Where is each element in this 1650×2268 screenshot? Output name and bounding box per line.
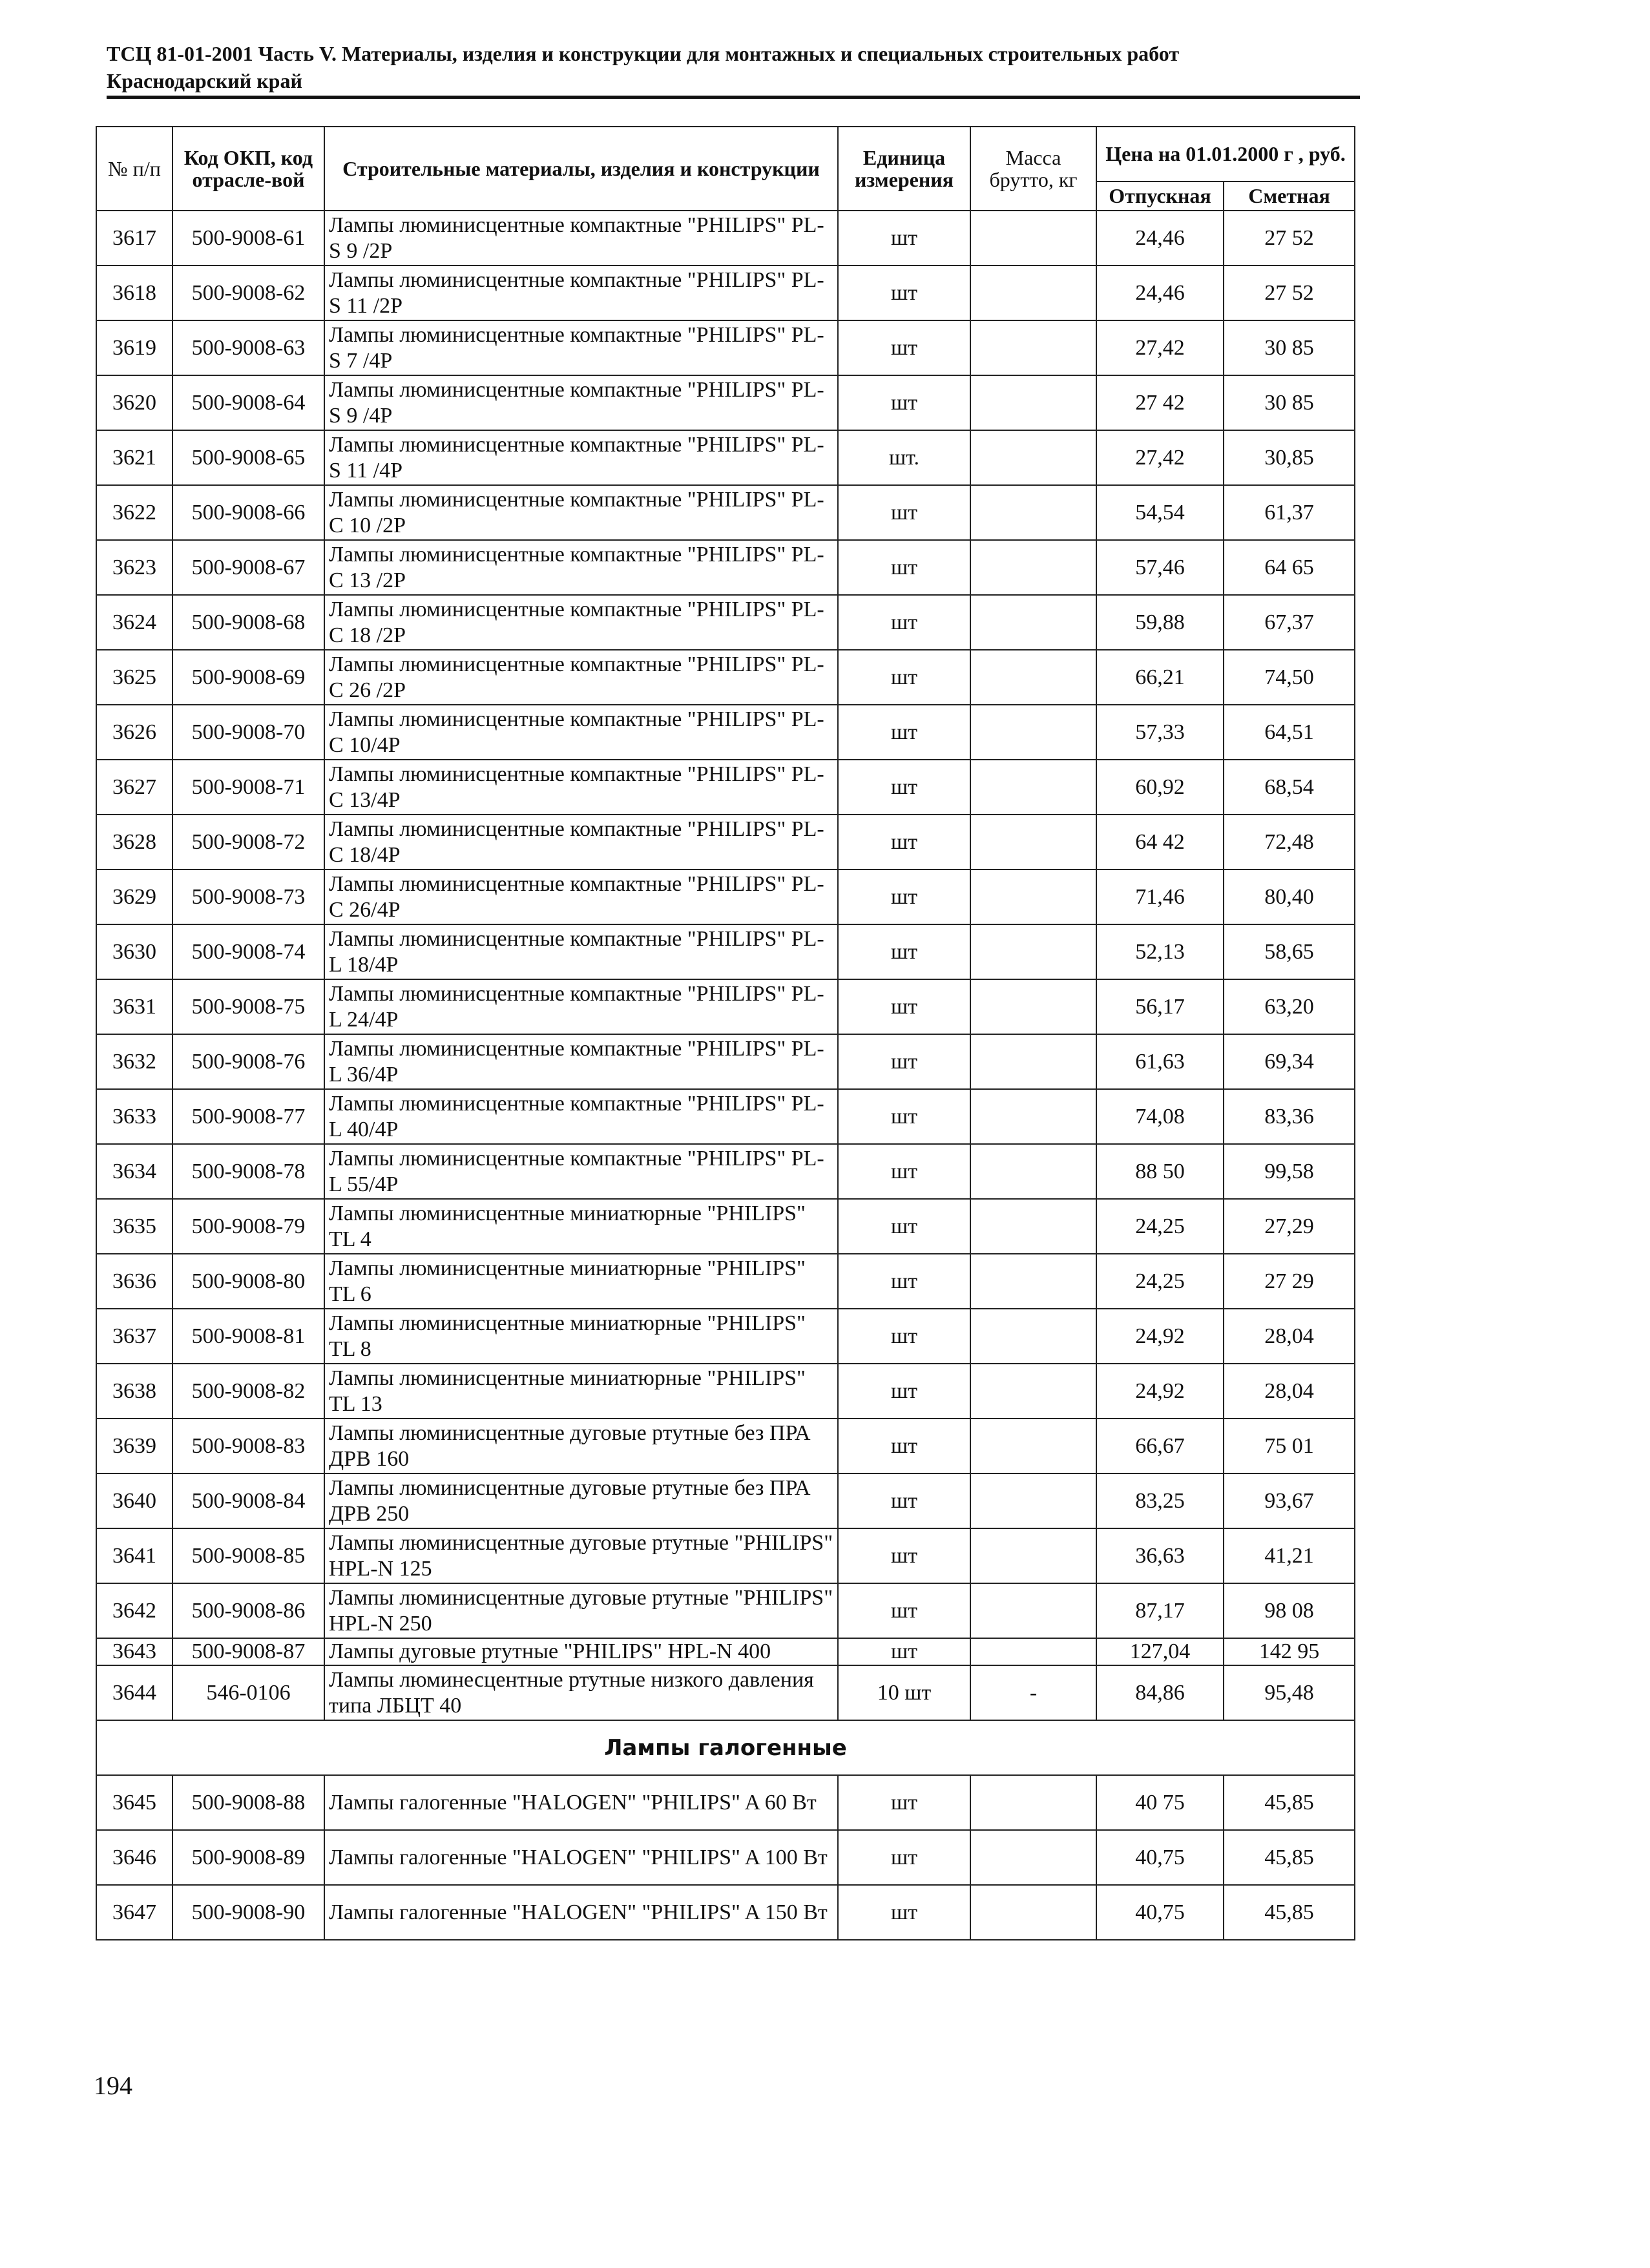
row-number: 3641 [96, 1528, 172, 1583]
row-code: 500-9008-87 [172, 1638, 324, 1665]
row-unit: шт [838, 650, 970, 705]
row-unit: шт [838, 1528, 970, 1583]
row-description: Лампы люминисцентные миниатюрные "PHILIPS" TL 6 [324, 1254, 838, 1309]
row-code: 500-9008-62 [172, 265, 324, 320]
table-row [96, 650, 1355, 705]
row-mass [970, 430, 1096, 485]
row-mass [970, 815, 1096, 869]
row-description: Лампы люминисцентные компактные "PHILIPS" PL-S 11 /4P [324, 430, 838, 485]
row-price-estimate: 30,85 [1224, 430, 1355, 485]
table-body-halogen [96, 1775, 1355, 1940]
row-description: Лампы галогенные "HALOGEN" "PHILIPS" A 150 Вт [324, 1885, 838, 1940]
col-mass-header: Масса брутто, кг [970, 127, 1096, 211]
row-code: 500-9008-72 [172, 815, 324, 869]
table-row [96, 924, 1355, 979]
row-price-release: 27,42 [1096, 430, 1224, 485]
col-name-header: Строительные материалы, изделия и конструкции [324, 127, 838, 211]
row-description: Лампы люминисцентные компактные "PHILIPS" PL-S 9 /4P [324, 375, 838, 430]
row-price-estimate: 28,04 [1224, 1309, 1355, 1364]
table-row [96, 1885, 1355, 1940]
row-description: Лампы люминисцентные миниатюрные "PHILIPS" TL 13 [324, 1364, 838, 1419]
row-price-estimate: 74,50 [1224, 650, 1355, 705]
row-code: 500-9008-78 [172, 1144, 324, 1199]
row-code: 500-9008-61 [172, 211, 324, 265]
table-row [96, 1638, 1355, 1665]
row-description: Лампы люминисцентные компактные "PHILIPS" PL-S 7 /4P [324, 320, 838, 375]
row-code: 500-9008-68 [172, 595, 324, 650]
row-price-release: 66,67 [1096, 1419, 1224, 1473]
row-number: 3629 [96, 869, 172, 924]
row-description: Лампы люминисцентные компактные "PHILIPS" PL-C 18/4P [324, 815, 838, 869]
row-price-release: 56,17 [1096, 979, 1224, 1034]
row-price-estimate: 75 01 [1224, 1419, 1355, 1473]
row-number: 3647 [96, 1885, 172, 1940]
row-description: Лампы галогенные "HALOGEN" "PHILIPS" A 60 Вт [324, 1775, 838, 1830]
row-code: 500-9008-67 [172, 540, 324, 595]
row-code: 500-9008-85 [172, 1528, 324, 1583]
row-mass [970, 1089, 1096, 1144]
row-unit: шт [838, 375, 970, 430]
row-unit: шт [838, 211, 970, 265]
row-price-estimate: 69,34 [1224, 1034, 1355, 1089]
table-row [96, 1034, 1355, 1089]
row-description: Лампы люминисцентные компактные "PHILIPS" PL-L 24/4P [324, 979, 838, 1034]
section-body [96, 1720, 1355, 1775]
row-description: Лампы люминисцентные компактные "PHILIPS" PL-C 13 /2P [324, 540, 838, 595]
row-description: Лампы люминесцентные ртутные низкого давления типа ЛБЦТ 40 [324, 1665, 838, 1720]
row-unit: шт [838, 1364, 970, 1419]
row-price-release: 71,46 [1096, 869, 1224, 924]
col-price-estimate-header: Сметная [1224, 182, 1355, 211]
row-description: Лампы люминисцентные компактные "PHILIPS" PL-S 11 /2P [324, 265, 838, 320]
row-unit: шт [838, 924, 970, 979]
row-description: Лампы люминисцентные компактные "PHILIPS" PL-L 40/4P [324, 1089, 838, 1144]
row-unit: шт [838, 979, 970, 1034]
row-mass: - [970, 1665, 1096, 1720]
table-row [96, 430, 1355, 485]
row-mass [970, 1638, 1096, 1665]
row-number: 3625 [96, 650, 172, 705]
row-price-release: 74,08 [1096, 1089, 1224, 1144]
row-price-release: 24,46 [1096, 211, 1224, 265]
row-price-estimate: 45,85 [1224, 1775, 1355, 1830]
row-mass [970, 1885, 1096, 1940]
row-unit: шт [838, 1089, 970, 1144]
row-price-release: 24,46 [1096, 265, 1224, 320]
row-code: 500-9008-82 [172, 1364, 324, 1419]
row-description: Лампы люминисцентные дуговые ртутные "PHILIPS" HPL-N 125 [324, 1528, 838, 1583]
table-row [96, 815, 1355, 869]
table-row [96, 1665, 1355, 1720]
row-number: 3617 [96, 211, 172, 265]
row-price-release: 40,75 [1096, 1885, 1224, 1940]
header-title: ТСЦ 81-01-2001 Часть V. Материалы, изделия и конструкции для монтажных и специальных строительных работ [107, 42, 1180, 65]
row-mass [970, 1419, 1096, 1473]
row-code: 500-9008-65 [172, 430, 324, 485]
table-row [96, 1473, 1355, 1528]
row-unit: шт [838, 1419, 970, 1473]
table-row [96, 1309, 1355, 1364]
row-number: 3644 [96, 1665, 172, 1720]
row-mass [970, 1034, 1096, 1089]
row-description: Лампы люминисцентные миниатюрные "PHILIPS" TL 4 [324, 1199, 838, 1254]
col-price-group-header: Цена на 01.01.2000 г , руб. [1096, 127, 1355, 182]
table-row [96, 540, 1355, 595]
row-unit: шт [838, 485, 970, 540]
row-description: Лампы люминисцентные дуговые ртутные без ПРА ДРВ 250 [324, 1473, 838, 1528]
row-price-release: 127,04 [1096, 1638, 1224, 1665]
table-row [96, 869, 1355, 924]
row-price-release: 64 42 [1096, 815, 1224, 869]
row-unit: шт [838, 1199, 970, 1254]
row-price-estimate: 93,67 [1224, 1473, 1355, 1528]
row-description: Лампы люминисцентные дуговые ртутные "PHILIPS" HPL-N 250 [324, 1583, 838, 1638]
table-row [96, 1419, 1355, 1473]
row-mass [970, 485, 1096, 540]
row-unit: шт [838, 540, 970, 595]
table-row [96, 1775, 1355, 1830]
table-row [96, 1364, 1355, 1419]
row-price-release: 24,25 [1096, 1254, 1224, 1309]
row-unit: шт [838, 1583, 970, 1638]
row-description: Лампы люминисцентные компактные "PHILIPS" PL-C 18 /2P [324, 595, 838, 650]
row-price-estimate: 142 95 [1224, 1638, 1355, 1665]
row-code: 500-9008-75 [172, 979, 324, 1034]
table-row [96, 979, 1355, 1034]
row-price-estimate: 64,51 [1224, 705, 1355, 760]
row-code: 500-9008-84 [172, 1473, 324, 1528]
row-unit: шт [838, 705, 970, 760]
row-description: Лампы люминисцентные миниатюрные "PHILIPS" TL 8 [324, 1309, 838, 1364]
row-code: 500-9008-83 [172, 1419, 324, 1473]
table-row [96, 1830, 1355, 1885]
row-unit: шт [838, 815, 970, 869]
table-row [96, 595, 1355, 650]
row-number: 3638 [96, 1364, 172, 1419]
row-number: 3636 [96, 1254, 172, 1309]
row-mass [970, 1364, 1096, 1419]
row-mass [970, 979, 1096, 1034]
row-code: 500-9008-80 [172, 1254, 324, 1309]
table-row [96, 265, 1355, 320]
row-price-estimate: 67,37 [1224, 595, 1355, 650]
row-description: Лампы люминисцентные компактные "PHILIPS" PL-L 55/4P [324, 1144, 838, 1199]
row-unit: шт. [838, 430, 970, 485]
row-number: 3620 [96, 375, 172, 430]
row-number: 3643 [96, 1638, 172, 1665]
row-description: Лампы люминисцентные компактные "PHILIPS" PL-S 9 /2P [324, 211, 838, 265]
row-code: 500-9008-81 [172, 1309, 324, 1364]
row-number: 3621 [96, 430, 172, 485]
row-number: 3627 [96, 760, 172, 815]
table-row [96, 1144, 1355, 1199]
row-number: 3645 [96, 1775, 172, 1830]
row-mass [970, 1775, 1096, 1830]
row-unit: шт [838, 1254, 970, 1309]
row-unit: шт [838, 760, 970, 815]
row-unit: 10 шт [838, 1665, 970, 1720]
row-price-release: 57,33 [1096, 705, 1224, 760]
row-price-release: 83,25 [1096, 1473, 1224, 1528]
col-unit-header: Единица измерения [838, 127, 970, 211]
row-price-estimate: 63,20 [1224, 979, 1355, 1034]
row-mass [970, 1583, 1096, 1638]
row-number: 3634 [96, 1144, 172, 1199]
row-price-release: 40,75 [1096, 1830, 1224, 1885]
table-row [96, 1199, 1355, 1254]
col-num-header: № п/п [96, 127, 172, 211]
row-price-estimate: 95,48 [1224, 1665, 1355, 1720]
table-row [96, 1254, 1355, 1309]
row-price-release: 57,46 [1096, 540, 1224, 595]
row-description: Лампы люминисцентные компактные "PHILIPS" PL-C 10/4P [324, 705, 838, 760]
row-price-release: 66,21 [1096, 650, 1224, 705]
row-unit: шт [838, 1144, 970, 1199]
row-code: 546-0106 [172, 1665, 324, 1720]
row-price-release: 60,92 [1096, 760, 1224, 815]
page-number: 194 [94, 2071, 132, 2100]
header-row [96, 127, 1355, 182]
row-number: 3633 [96, 1089, 172, 1144]
row-price-release: 24,25 [1096, 1199, 1224, 1254]
row-mass [970, 265, 1096, 320]
row-price-estimate: 99,58 [1224, 1144, 1355, 1199]
row-mass [970, 869, 1096, 924]
row-unit: шт [838, 1830, 970, 1885]
price-table [96, 126, 1355, 1940]
row-unit: шт [838, 1473, 970, 1528]
row-code: 500-9008-66 [172, 485, 324, 540]
table-body [96, 211, 1355, 1720]
row-code: 500-9008-70 [172, 705, 324, 760]
row-price-estimate: 27,29 [1224, 1199, 1355, 1254]
table-row [96, 1528, 1355, 1583]
row-price-estimate: 61,37 [1224, 485, 1355, 540]
row-code: 500-9008-88 [172, 1775, 324, 1830]
row-number: 3624 [96, 595, 172, 650]
col-price-release-header: Отпускная [1096, 182, 1224, 211]
row-description: Лампы галогенные "HALOGEN" "PHILIPS" A 100 Вт [324, 1830, 838, 1885]
row-price-estimate: 83,36 [1224, 1089, 1355, 1144]
row-code: 500-9008-64 [172, 375, 324, 430]
row-price-estimate: 27 52 [1224, 211, 1355, 265]
table-row [96, 320, 1355, 375]
row-unit: шт [838, 595, 970, 650]
row-mass [970, 705, 1096, 760]
row-mass [970, 1144, 1096, 1199]
row-number: 3626 [96, 705, 172, 760]
row-code: 500-9008-74 [172, 924, 324, 979]
row-unit: шт [838, 1034, 970, 1089]
row-mass [970, 1309, 1096, 1364]
row-description: Лампы люминисцентные компактные "PHILIPS" PL-C 10 /2P [324, 485, 838, 540]
section-row [96, 1720, 1355, 1775]
table-row [96, 705, 1355, 760]
row-description: Лампы люминисцентные компактные "PHILIPS" PL-L 36/4P [324, 1034, 838, 1089]
col-code-header: Код ОКП, код отрасле-вой [172, 127, 324, 211]
page-header [107, 40, 1360, 99]
row-code: 500-9008-73 [172, 869, 324, 924]
row-description: Лампы люминисцентные компактные "PHILIPS" PL-C 13/4P [324, 760, 838, 815]
row-price-estimate: 30 85 [1224, 320, 1355, 375]
row-price-release: 88 50 [1096, 1144, 1224, 1199]
row-code: 500-9008-77 [172, 1089, 324, 1144]
row-price-release: 36,63 [1096, 1528, 1224, 1583]
row-price-estimate: 64 65 [1224, 540, 1355, 595]
row-number: 3635 [96, 1199, 172, 1254]
row-code: 500-9008-89 [172, 1830, 324, 1885]
section-title: Лампы галогенные [96, 1720, 1355, 1775]
row-unit: шт [838, 1885, 970, 1940]
row-code: 500-9008-79 [172, 1199, 324, 1254]
row-price-release: 84,86 [1096, 1665, 1224, 1720]
row-code: 500-9008-63 [172, 320, 324, 375]
row-number: 3630 [96, 924, 172, 979]
table-row [96, 1089, 1355, 1144]
row-price-estimate: 98 08 [1224, 1583, 1355, 1638]
row-number: 3622 [96, 485, 172, 540]
row-code: 500-9008-71 [172, 760, 324, 815]
table-row [96, 760, 1355, 815]
row-code: 500-9008-76 [172, 1034, 324, 1089]
row-price-estimate: 30 85 [1224, 375, 1355, 430]
row-mass [970, 650, 1096, 705]
row-unit: шт [838, 1638, 970, 1665]
row-price-release: 54,54 [1096, 485, 1224, 540]
row-price-release: 87,17 [1096, 1583, 1224, 1638]
row-code: 500-9008-86 [172, 1583, 324, 1638]
row-mass [970, 320, 1096, 375]
row-price-estimate: 45,85 [1224, 1885, 1355, 1940]
row-number: 3619 [96, 320, 172, 375]
row-number: 3632 [96, 1034, 172, 1089]
row-mass [970, 211, 1096, 265]
row-price-estimate: 27 52 [1224, 265, 1355, 320]
row-price-release: 24,92 [1096, 1309, 1224, 1364]
row-number: 3640 [96, 1473, 172, 1528]
row-mass [970, 1199, 1096, 1254]
row-price-release: 27 42 [1096, 375, 1224, 430]
row-price-estimate: 41,21 [1224, 1528, 1355, 1583]
row-price-estimate: 68,54 [1224, 760, 1355, 815]
row-mass [970, 1528, 1096, 1583]
row-number: 3639 [96, 1419, 172, 1473]
row-unit: шт [838, 265, 970, 320]
row-description: Лампы дуговые ртутные "PHILIPS" HPL-N 400 [324, 1638, 838, 1665]
header-region: Краснодарский край [107, 69, 302, 92]
row-description: Лампы люминисцентные компактные "PHILIPS" PL-C 26/4P [324, 869, 838, 924]
row-unit: шт [838, 1775, 970, 1830]
row-price-estimate: 72,48 [1224, 815, 1355, 869]
row-unit: шт [838, 1309, 970, 1364]
row-mass [970, 540, 1096, 595]
row-mass [970, 924, 1096, 979]
row-mass [970, 595, 1096, 650]
row-price-release: 40 75 [1096, 1775, 1224, 1830]
row-price-release: 52,13 [1096, 924, 1224, 979]
row-price-estimate: 28,04 [1224, 1364, 1355, 1419]
row-price-estimate: 80,40 [1224, 869, 1355, 924]
row-price-release: 59,88 [1096, 595, 1224, 650]
row-price-release: 24,92 [1096, 1364, 1224, 1419]
row-description: Лампы люминисцентные компактные "PHILIPS" PL-L 18/4P [324, 924, 838, 979]
row-number: 3642 [96, 1583, 172, 1638]
row-price-estimate: 45,85 [1224, 1830, 1355, 1885]
row-unit: шт [838, 869, 970, 924]
row-mass [970, 1473, 1096, 1528]
row-number: 3628 [96, 815, 172, 869]
table-row [96, 1583, 1355, 1638]
row-code: 500-9008-69 [172, 650, 324, 705]
row-price-estimate: 58,65 [1224, 924, 1355, 979]
row-number: 3623 [96, 540, 172, 595]
row-mass [970, 1254, 1096, 1309]
row-description: Лампы люминисцентные компактные "PHILIPS" PL-C 26 /2P [324, 650, 838, 705]
row-number: 3631 [96, 979, 172, 1034]
table-row [96, 211, 1355, 265]
table-row [96, 485, 1355, 540]
row-mass [970, 375, 1096, 430]
row-description: Лампы люминисцентные дуговые ртутные без ПРА ДРВ 160 [324, 1419, 838, 1473]
row-price-estimate: 27 29 [1224, 1254, 1355, 1309]
row-mass [970, 760, 1096, 815]
row-price-release: 27,42 [1096, 320, 1224, 375]
row-mass [970, 1830, 1096, 1885]
row-number: 3646 [96, 1830, 172, 1885]
row-number: 3637 [96, 1309, 172, 1364]
table-row [96, 375, 1355, 430]
row-price-release: 61,63 [1096, 1034, 1224, 1089]
row-number: 3618 [96, 265, 172, 320]
row-code: 500-9008-90 [172, 1885, 324, 1940]
row-unit: шт [838, 320, 970, 375]
